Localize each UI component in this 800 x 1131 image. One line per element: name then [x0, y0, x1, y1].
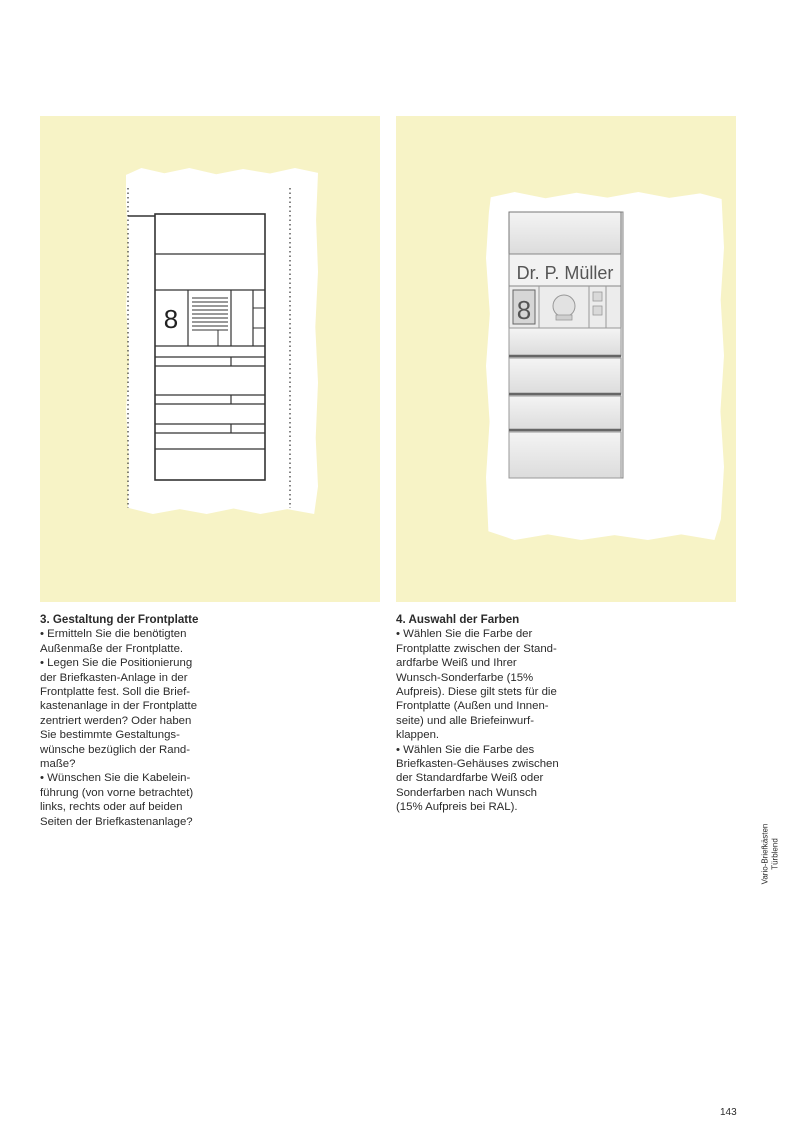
speaker-grille	[192, 298, 228, 330]
section-3-line: Außenmaße der Frontplatte.	[40, 642, 184, 655]
section-3-column	[40, 613, 215, 829]
section-4-column	[396, 613, 571, 815]
section-4-line: seite) und alle Briefeinwurf-	[396, 714, 535, 727]
section-3-line: Seiten der Briefkastenanlage?	[40, 815, 193, 828]
bell-button	[593, 292, 602, 301]
section-3-line: wünsche bezüglich der Rand-	[40, 743, 191, 756]
name-plate-text: Dr. P. Müller	[516, 263, 614, 283]
section-4-line: klappen.	[396, 729, 440, 742]
section-4-line: Sonderfarben nach Wunsch	[396, 786, 537, 799]
section-3-line: • Legen Sie die Positionierung	[40, 657, 193, 670]
section-4-line: ardfarbe Weiß und Ihrer	[396, 657, 517, 670]
section-4-line: Briefkasten-Gehäuses zwischen	[396, 758, 559, 771]
mail-slots	[155, 357, 265, 449]
bell-button	[593, 306, 602, 315]
side-label-line2: Türblend	[770, 838, 779, 870]
side-label	[758, 820, 782, 888]
mail-slot	[509, 358, 621, 394]
section-3-line: • Ermitteln Sie die benötigten	[40, 628, 187, 641]
section-3-line: Frontplatte fest. Soll die Brief-	[40, 686, 191, 699]
section-3-title: 3. Gestaltung der Frontplatte	[40, 613, 199, 626]
speaker-grille	[556, 315, 572, 320]
section-3-line: • Wünschen Sie die Kabelein-	[40, 772, 191, 785]
section-3-line: maße?	[40, 758, 76, 771]
section-4-line: Frontplatte zwischen der Stand-	[396, 642, 557, 655]
section-3-line: zentriert werden? Oder haben	[40, 714, 192, 727]
section-3-line: Sie bestimmte Gestaltungs-	[40, 729, 180, 742]
section-3-line: links, rechts oder auf beiden	[40, 801, 183, 814]
page-number: 143	[720, 1107, 737, 1118]
bottom-panel	[509, 432, 621, 478]
section-3-line: kastenanlage in der Frontplatte	[40, 700, 198, 713]
mail-slot	[509, 396, 621, 430]
section-4-line: • Wählen Sie die Farbe des	[396, 743, 535, 756]
frontplate-rendering	[396, 116, 736, 602]
section-3-line: führung (von vorne betrachtet)	[40, 786, 194, 799]
section-4-title: 4. Auswahl der Farben	[396, 613, 520, 626]
section-3-line: der Briefkasten-Anlage in der	[40, 671, 188, 684]
section-4-line: Aufpreis). Diese gilt stets für die	[396, 686, 557, 699]
illustration-panel-left	[40, 116, 380, 602]
speaker-icon	[553, 295, 575, 317]
section-4-line: Wunsch-Sonderfarbe (15%	[396, 671, 534, 684]
top-plate	[509, 212, 621, 254]
frontplate-line-drawing	[40, 116, 380, 602]
house-number: 8	[163, 304, 179, 334]
house-number: 8	[516, 295, 532, 325]
mail-slot	[509, 328, 621, 356]
section-4-line: der Standardfarbe Weiß oder	[396, 772, 544, 785]
section-4-line: Frontplatte (Außen und Innen-	[396, 700, 549, 713]
illustration-panel-right	[396, 116, 736, 602]
side-label-line1: Vario-Briefkästen	[760, 823, 770, 885]
section-4-line: • Wählen Sie die Farbe der	[396, 628, 533, 641]
section-4-line: (15% Aufpreis bei RAL).	[396, 801, 518, 814]
